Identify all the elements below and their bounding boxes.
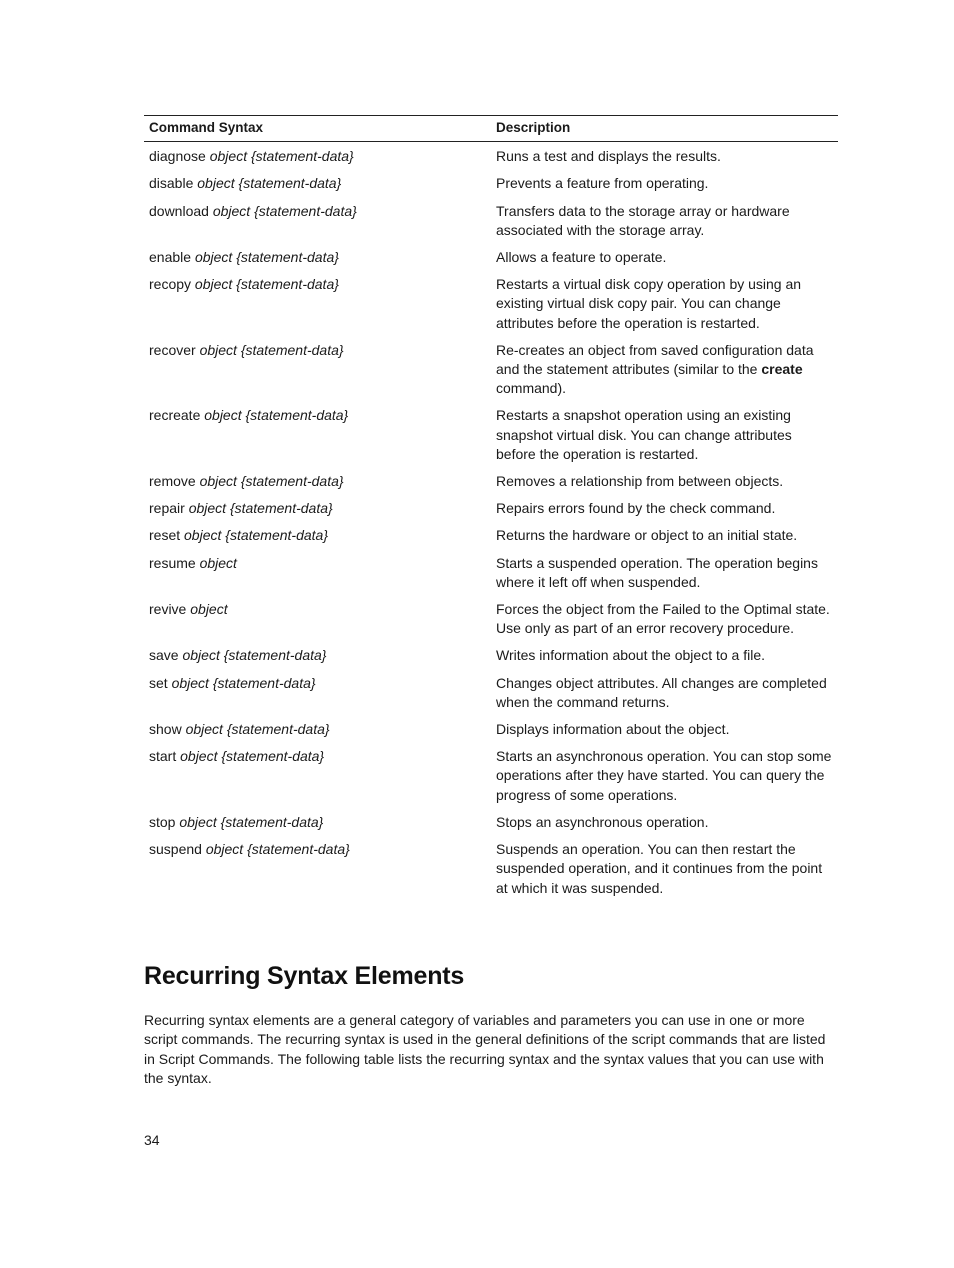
table-body — [144, 142, 838, 902]
description-text: command). — [496, 380, 567, 397]
description-cell — [491, 198, 838, 244]
description-text: Starts an asynchronous operation. You can stop some operations after they have started. You can query the progress of some operations. — [496, 748, 832, 803]
command-syntax-cell — [144, 198, 491, 244]
table-row — [144, 142, 838, 171]
command-syntax-cell — [144, 495, 491, 522]
header-description: Description — [491, 116, 838, 142]
command-syntax-cell — [144, 670, 491, 716]
command-object: object — [197, 175, 235, 192]
table-row — [144, 670, 838, 716]
description-cell — [491, 495, 838, 522]
description-cell — [491, 836, 838, 902]
description-cell — [491, 522, 838, 549]
command-syntax-cell — [144, 596, 491, 642]
description-text: Changes object attributes. All changes are completed when the command returns. — [496, 674, 827, 710]
command-keyword: recopy — [149, 276, 192, 293]
command-keyword: reset — [149, 527, 181, 544]
command-syntax-cell — [144, 550, 491, 596]
command-object: object — [205, 841, 244, 858]
description-cell — [491, 670, 838, 716]
command-syntax-cell — [144, 716, 491, 743]
command-keyword: enable — [149, 249, 192, 266]
description-cell — [491, 170, 838, 197]
table-row — [144, 550, 838, 596]
description-text: Suspends an operation. You can then restart the suspended operation, and it continues from the point at which it was suspended. — [496, 841, 823, 896]
description-cell — [491, 402, 838, 468]
description-cell — [491, 596, 838, 642]
description-text: Removes a relationship from between objects. — [496, 473, 784, 490]
command-object: object — [194, 249, 233, 266]
table-row — [144, 271, 838, 337]
description-text: Starts a suspended operation. The operation begins where it left off when suspended. — [496, 554, 818, 590]
command-syntax-cell — [144, 642, 491, 669]
command-object: object — [212, 202, 251, 219]
command-object: object — [190, 601, 228, 618]
description-cell — [491, 337, 838, 403]
command-statement-data: {statement-data} — [240, 473, 344, 490]
command-object: object — [171, 674, 209, 691]
description-text: Repairs errors found by the check command. — [496, 500, 776, 517]
description-cell — [491, 244, 838, 271]
command-statement-data: {statement-data} — [254, 202, 357, 219]
command-statement-data: {statement-data} — [238, 175, 342, 192]
section-heading: Recurring Syntax Elements — [144, 962, 465, 990]
table-row — [144, 743, 838, 809]
table-row — [144, 468, 838, 495]
command-statement-data: {statement-data} — [229, 500, 333, 517]
table-row — [144, 522, 838, 549]
command-object: object — [204, 407, 242, 424]
command-statement-data: {statement-data} — [247, 841, 350, 858]
table-row — [144, 244, 838, 271]
description-text: Transfers data to the storage array or hardware associated with the storage array. — [496, 202, 790, 238]
command-syntax-cell — [144, 170, 491, 197]
command-syntax-cell — [144, 271, 491, 337]
table-row — [144, 642, 838, 669]
command-object: object — [199, 554, 237, 571]
command-keyword: suspend — [149, 841, 202, 858]
command-keyword: resume — [149, 554, 196, 571]
table-row — [144, 836, 838, 902]
command-statement-data: {statement-data} — [220, 813, 324, 830]
command-keyword: disable — [149, 175, 194, 192]
command-syntax-cell — [144, 337, 491, 403]
table-row — [144, 402, 838, 468]
command-object: object — [199, 473, 237, 490]
command-statement-data: {statement-data} — [212, 674, 316, 691]
page-number: 34 — [144, 1132, 160, 1148]
description-text: Restarts a snapshot operation using an existing snapshot virtual disk. You can change attributes before the operation is restarted. — [496, 407, 792, 462]
command-object: object — [188, 500, 227, 517]
command-statement-data: {statement-data} — [225, 527, 329, 544]
command-statement-data: {statement-data} — [245, 407, 349, 424]
command-object: object — [209, 148, 248, 165]
command-syntax-cell — [144, 809, 491, 836]
description-cell — [491, 743, 838, 809]
command-keyword: diagnose — [149, 148, 206, 165]
description-cell — [491, 642, 838, 669]
description-cell — [491, 468, 838, 495]
command-statement-data: {statement-data} — [236, 249, 339, 266]
description-cell — [491, 716, 838, 743]
command-keyword: show — [149, 721, 182, 738]
description-text: Allows a feature to operate. — [496, 249, 667, 266]
command-keyword: revive — [149, 601, 187, 618]
command-keyword: recreate — [149, 407, 201, 424]
description-text: Re-creates an object from saved configuration data and the statement attributes (similar to the — [496, 341, 814, 378]
description-text: Prevents a feature from operating. — [496, 175, 709, 192]
command-statement-data: {statement-data} — [236, 276, 339, 293]
command-keyword: stop — [149, 813, 176, 830]
command-statement-data: {statement-data} — [250, 148, 354, 165]
description-text: Restarts a virtual disk copy operation by using an existing virtual disk copy pair. You can change attributes before the operation is restarted. — [496, 276, 802, 331]
description-text: Stops an asynchronous operation. — [496, 813, 709, 830]
command-keyword: repair — [149, 500, 185, 517]
command-keyword: download — [149, 202, 209, 219]
description-bold-keyword: create — [761, 361, 803, 378]
command-object: object — [185, 721, 223, 738]
header-command-syntax: Command Syntax — [144, 116, 491, 142]
command-syntax-cell — [144, 836, 491, 902]
description-text: Returns the hardware or object to an initial state. — [496, 527, 798, 544]
description-cell — [491, 142, 838, 171]
command-syntax-cell — [144, 244, 491, 271]
command-statement-data: {statement-data} — [223, 647, 327, 664]
command-object: object — [179, 813, 217, 830]
command-keyword: recover — [149, 341, 196, 358]
description-cell — [491, 550, 838, 596]
command-syntax-cell — [144, 402, 491, 468]
command-keyword: start — [149, 748, 177, 765]
description-text: Runs a test and displays the results. — [496, 148, 721, 165]
description-text: Writes information about the object to a file. — [496, 647, 765, 664]
command-object: object — [184, 527, 222, 544]
command-object: object — [194, 276, 233, 293]
command-syntax-cell — [144, 743, 491, 809]
command-syntax-cell — [144, 142, 491, 171]
command-object: object — [182, 647, 220, 664]
description-text: Displays information about the object. — [496, 721, 730, 738]
table-row — [144, 170, 838, 197]
table-row — [144, 337, 838, 403]
table-row — [144, 198, 838, 244]
command-object: object — [180, 748, 218, 765]
table-row — [144, 716, 838, 743]
table-header-row — [144, 116, 838, 142]
table-row — [144, 596, 838, 642]
table-row — [144, 495, 838, 522]
description-cell — [491, 271, 838, 337]
command-keyword: save — [149, 647, 179, 664]
command-keyword: set — [149, 674, 168, 691]
command-object: object — [199, 341, 237, 358]
description-text: Forces the object from the Failed to the Optimal state. Use only as part of an error recovery procedure. — [496, 601, 830, 637]
command-statement-data: {statement-data} — [240, 341, 344, 358]
command-statement-data: {statement-data} — [226, 721, 330, 738]
command-syntax-cell — [144, 522, 491, 549]
command-keyword: remove — [149, 473, 196, 490]
description-cell — [491, 809, 838, 836]
command-syntax-table — [144, 115, 838, 902]
section-paragraph: Recurring syntax elements are a general category of variables and parameters you can use in one or more script commands. The recurring syntax is used in the general definitions of the script commands that are listed in Script Commands. The following table lists the recurring syntax and the syntax values that you can use with the syntax. — [144, 1012, 826, 1087]
command-statement-data: {statement-data} — [221, 748, 325, 765]
table-row — [144, 809, 838, 836]
command-syntax-cell — [144, 468, 491, 495]
